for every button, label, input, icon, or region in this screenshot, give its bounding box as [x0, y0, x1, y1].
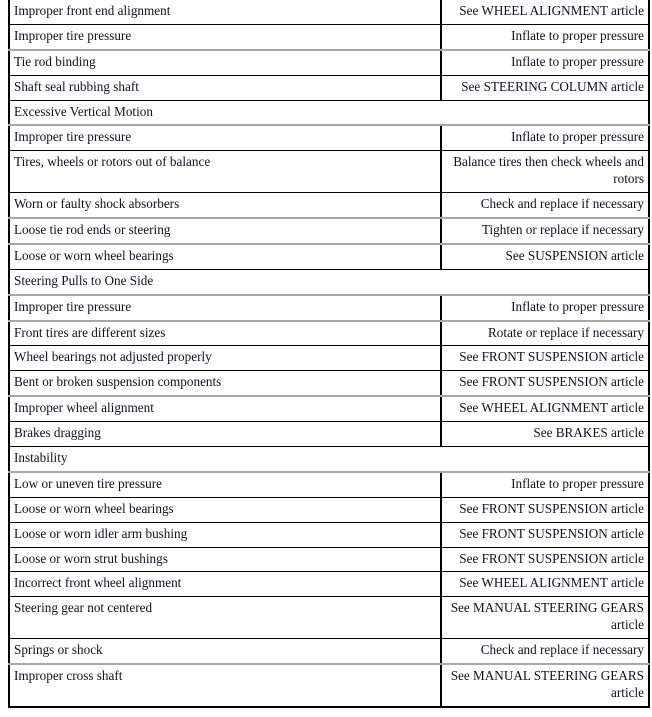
cause-cell: Loose or worn idler arm bushing [9, 522, 441, 547]
correction-cell: See FRONT SUSPENSION article [441, 371, 649, 396]
table-row [9, 371, 649, 396]
table-row [9, 295, 649, 321]
correction-cell: See FRONT SUSPENSION article [441, 547, 649, 572]
correction-cell: See MANUAL STEERING GEARS article [441, 664, 649, 707]
cause-cell: Incorrect front wheel alignment [9, 572, 441, 597]
cause-cell: Improper front end alignment [9, 0, 441, 24]
correction-cell: See WHEEL ALIGNMENT article [441, 0, 649, 24]
table-row [9, 547, 649, 572]
table-row [9, 244, 649, 269]
cause-cell: Brakes dragging [9, 422, 441, 447]
correction-cell: Tighten or replace if necessary [441, 218, 649, 244]
cause-cell: Tires, wheels or rotors out of balance [9, 151, 441, 193]
cause-cell: Improper cross shaft [9, 664, 441, 707]
section-header-label: Steering Pulls to One Side [9, 269, 649, 294]
correction-cell: Rotate or replace if necessary [441, 321, 649, 346]
cause-cell: Front tires are different sizes [9, 321, 441, 346]
correction-cell: Check and replace if necessary [441, 639, 649, 664]
correction-cell: See FRONT SUSPENSION article [441, 346, 649, 371]
cause-cell: Worn or faulty shock absorbers [9, 193, 441, 218]
troubleshooting-table [8, 0, 650, 708]
correction-cell: See STEERING COLUMN article [441, 75, 649, 100]
table-row [9, 125, 649, 150]
correction-cell: Check and replace if necessary [441, 193, 649, 218]
cause-cell: Shaft seal rubbing shaft [9, 75, 441, 100]
cause-cell: Steering gear not centered [9, 597, 441, 639]
correction-cell: Inflate to proper pressure [441, 24, 649, 49]
table-row [9, 522, 649, 547]
table-section-header-row [9, 100, 649, 125]
table-row [9, 193, 649, 218]
table-row [9, 50, 649, 75]
cause-cell: Springs or shock [9, 639, 441, 664]
correction-cell: See WHEEL ALIGNMENT article [441, 572, 649, 597]
correction-cell: See WHEEL ALIGNMENT article [441, 396, 649, 421]
cause-cell: Loose or worn wheel bearings [9, 244, 441, 269]
table-row [9, 664, 649, 707]
cause-cell: Improper wheel alignment [9, 396, 441, 421]
cause-cell: Bent or broken suspension components [9, 371, 441, 396]
correction-cell: Balance tires then check wheels and rotors [441, 151, 649, 193]
correction-cell: Inflate to proper pressure [441, 50, 649, 75]
cause-cell: Loose tie rod ends or steering [9, 218, 441, 244]
cause-cell: Loose or worn wheel bearings [9, 497, 441, 522]
correction-cell: Inflate to proper pressure [441, 472, 649, 497]
cause-cell: Improper tire pressure [9, 24, 441, 49]
table-row [9, 321, 649, 346]
table-section-header-row [9, 269, 649, 294]
table-row [9, 597, 649, 639]
table-body [9, 0, 649, 707]
section-header-label: Instability [9, 447, 649, 472]
correction-cell: See SUSPENSION article [441, 244, 649, 269]
table-row [9, 396, 649, 421]
table-row [9, 151, 649, 193]
table-row [9, 422, 649, 447]
correction-cell: See BRAKES article [441, 422, 649, 447]
table-row [9, 346, 649, 371]
correction-cell: See MANUAL STEERING GEARS article [441, 597, 649, 639]
correction-cell: See FRONT SUSPENSION article [441, 522, 649, 547]
table-row [9, 639, 649, 664]
cause-cell: Improper tire pressure [9, 125, 441, 150]
table-row [9, 497, 649, 522]
cause-cell: Improper tire pressure [9, 295, 441, 321]
cause-cell: Low or uneven tire pressure [9, 472, 441, 497]
table-row [9, 218, 649, 244]
cause-cell: Loose or worn strut bushings [9, 547, 441, 572]
table-row [9, 24, 649, 49]
cause-cell: Wheel bearings not adjusted properly [9, 346, 441, 371]
correction-cell: Inflate to proper pressure [441, 125, 649, 150]
table-row [9, 75, 649, 100]
table-section-header-row [9, 447, 649, 472]
section-header-label: Excessive Vertical Motion [9, 100, 649, 125]
correction-cell: Inflate to proper pressure [441, 295, 649, 321]
table-row [9, 472, 649, 497]
correction-cell: See FRONT SUSPENSION article [441, 497, 649, 522]
table-row [9, 0, 649, 24]
cause-cell: Tie rod binding [9, 50, 441, 75]
table-row [9, 572, 649, 597]
